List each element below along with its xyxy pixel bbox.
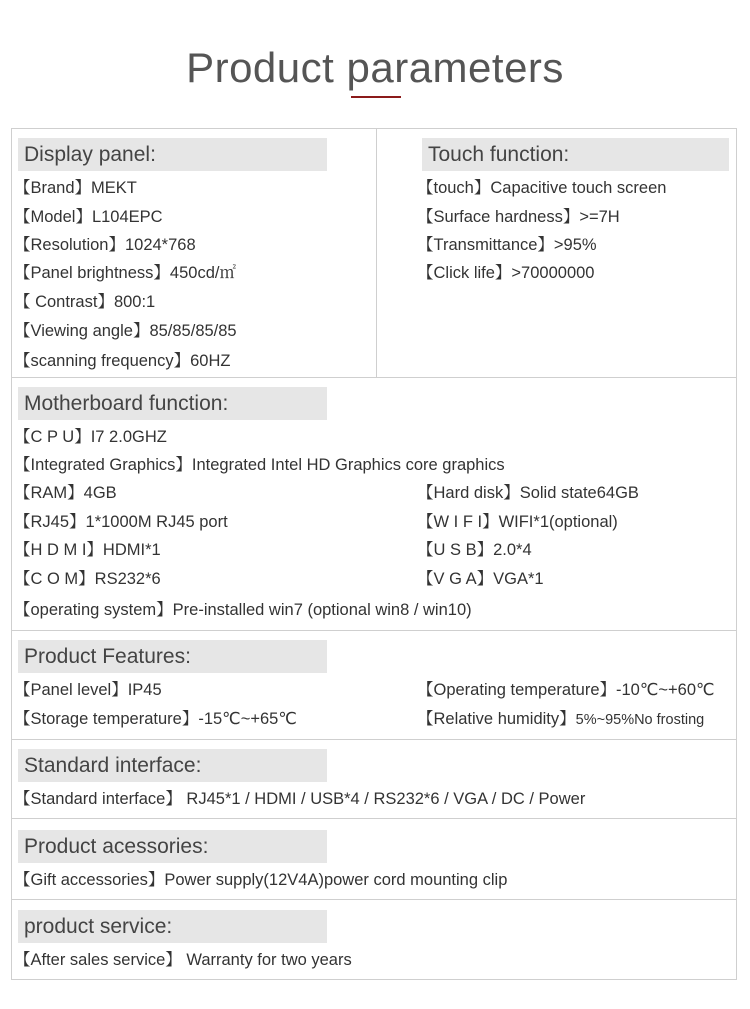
- touch-row-click-life: 【Click life】>70000000: [417, 264, 595, 282]
- motherboard-row-hard-disk: 【Hard disk】Solid state64GB: [417, 484, 639, 502]
- display-panel-heading: Display panel:: [18, 138, 327, 171]
- humidity-label: 【Relative humidity】: [417, 710, 576, 728]
- touch-row-hardness: 【Surface hardness】>=7H: [417, 208, 620, 226]
- motherboard-row-graphics: 【Integrated Graphics】Integrated Intel HD Graphics core graphics: [14, 456, 505, 474]
- service-heading: product service:: [18, 910, 327, 943]
- display-row-contrast: 【 Contrast】800:1: [14, 293, 156, 311]
- motherboard-section: [11, 377, 737, 631]
- service-row: 【After sales service】 Warranty for two years: [14, 951, 352, 969]
- humidity-value: 5%~95%No frosting: [575, 712, 705, 728]
- motherboard-row-usb: 【U S B】2.0*4: [417, 541, 532, 559]
- accessories-row: 【Gift accessories】Power supply(12V4A)power cord mounting clip: [14, 871, 508, 889]
- display-row-brightness: 【Panel brightness】450cd/㎡: [14, 264, 236, 282]
- motherboard-row-os: 【operating system】Pre-installed win7 (optional win8 / win10): [14, 601, 472, 619]
- column-divider: [376, 129, 377, 377]
- touch-row-touch: 【touch】Capacitive touch screen: [417, 179, 667, 197]
- interface-heading: Standard interface:: [18, 749, 327, 782]
- motherboard-row-vga: 【V G A】VGA*1: [417, 570, 544, 588]
- motherboard-row-com: 【C O M】RS232*6: [14, 570, 161, 588]
- display-row-model: 【Model】L104EPC: [14, 208, 163, 226]
- features-row-humidity: [417, 709, 704, 730]
- service-section: [11, 899, 737, 980]
- display-row-scanning: 【scanning frequency】60HZ: [14, 352, 231, 370]
- features-row-operating-temp: 【Operating temperature】-10℃~+60℃: [417, 681, 715, 699]
- motherboard-row-hdmi: 【H D M I】HDMI*1: [14, 541, 161, 559]
- features-heading: Product Features:: [18, 640, 327, 673]
- motherboard-heading: Motherboard function:: [18, 387, 327, 420]
- title-underline: [351, 96, 401, 98]
- motherboard-row-rj45: 【RJ45】1*1000M RJ45 port: [14, 513, 228, 531]
- touch-function-heading: Touch function:: [422, 138, 729, 171]
- touch-row-transmittance: 【Transmittance】>95%: [417, 236, 597, 254]
- features-row-storage-temp: 【Storage temperature】-15℃~+65℃: [14, 710, 297, 728]
- features-row-panel-level: 【Panel level】IP45: [14, 681, 162, 699]
- page-title: Product parameters: [186, 44, 564, 91]
- accessories-heading: Product acessories:: [18, 830, 327, 863]
- accessories-section: [11, 818, 737, 900]
- motherboard-row-ram: 【RAM】4GB: [14, 484, 117, 502]
- interface-row: 【Standard interface】 RJ45*1 / HDMI / USB*4 / RS232*6 / VGA / DC / Power: [14, 790, 586, 808]
- motherboard-row-wifi: 【W I F I】WIFI*1(optional): [417, 513, 618, 531]
- features-section: [11, 630, 737, 740]
- display-row-resolution: 【Resolution】1024*768: [14, 236, 196, 254]
- display-touch-section: [11, 128, 737, 378]
- interface-section: [11, 739, 737, 819]
- display-row-viewing-angle: 【Viewing angle】85/85/85/85: [14, 322, 237, 340]
- display-row-brand: 【Brand】MEKT: [14, 179, 137, 197]
- motherboard-row-cpu: 【C P U】I7 2.0GHZ: [14, 428, 167, 446]
